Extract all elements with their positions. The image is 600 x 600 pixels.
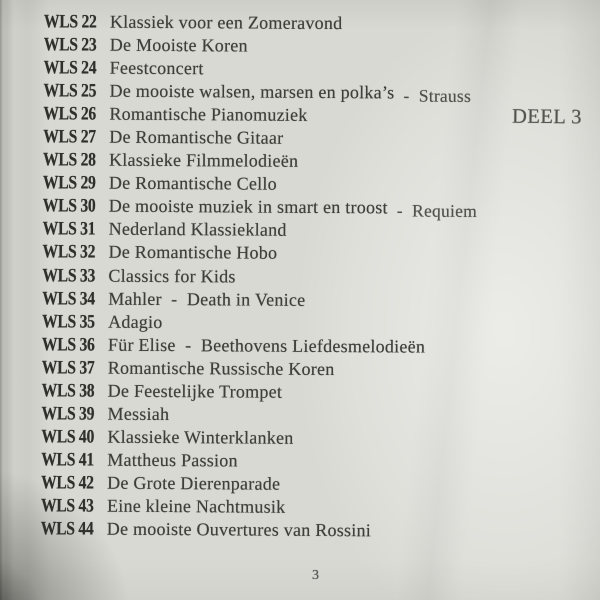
album-title: Klassiek voor een Zomeravond (109, 11, 343, 34)
wls-code: WLS 43 (40, 495, 94, 517)
album-title: De Mooiste Koren (109, 34, 248, 56)
wls-code-box (43, 80, 109, 102)
wls-code: WLS 38 (41, 380, 95, 402)
album-title: Romantische Russische Koren (107, 357, 335, 379)
album-title: Classics for Kids (108, 265, 236, 286)
album-title: De Romantische Cello (108, 172, 277, 195)
wls-code: WLS 35 (42, 310, 95, 333)
wls-code-box (42, 357, 108, 379)
album-title: De Romantische Hobo (108, 242, 278, 264)
album-title: De mooiste walsen, marsen en polka’s (109, 80, 395, 103)
wls-code: WLS 31 (42, 218, 96, 241)
wls-code-box (43, 103, 109, 125)
wls-code: WLS 34 (42, 287, 95, 310)
wls-code-box (42, 380, 108, 402)
album-title: Mahler - Death in Venice (108, 288, 306, 310)
album-title: De Grote Dierenparade (107, 472, 281, 494)
album-title: Für Elise - Beethovens Liefdesmelodieën (107, 334, 426, 357)
album-title: De Romantische Gitaar (109, 126, 284, 148)
wls-code-box (41, 403, 107, 425)
album-title: De mooiste muziek in smart en troost (108, 196, 388, 218)
wls-list (0, 11, 600, 545)
album-title: Nederland Klassiekland (108, 219, 287, 241)
deel-label: DEEL 3 (511, 105, 583, 129)
album-title: Eine kleine Nachtmusik (106, 495, 286, 517)
album-title: Messiah (107, 403, 170, 424)
wls-code: WLS 30 (42, 195, 96, 217)
wls-code-box (42, 265, 108, 287)
wls-code-box (41, 495, 107, 517)
wls-code: WLS 41 (41, 449, 94, 471)
album-annotation: - Strauss (403, 85, 472, 107)
wls-code: WLS 37 (41, 356, 95, 379)
wls-code-box (42, 288, 108, 310)
page-number: 3 (312, 568, 319, 583)
wls-code: WLS 44 (40, 518, 94, 540)
wls-code: WLS 36 (41, 333, 95, 356)
list-item (0, 518, 597, 545)
wls-code-box (41, 449, 107, 471)
wls-code-box (41, 518, 107, 540)
wls-code: WLS 23 (43, 34, 97, 56)
wls-code: WLS 39 (41, 403, 95, 425)
album-title: Feestconcert (109, 57, 204, 79)
wls-code: WLS 22 (43, 11, 97, 33)
wls-code-box (41, 426, 107, 448)
wls-code-box (43, 219, 109, 241)
wls-code-box (44, 57, 110, 79)
wls-code-box (44, 11, 110, 33)
wls-code: WLS 26 (43, 103, 97, 125)
wls-code: WLS 28 (43, 149, 96, 171)
wls-code: WLS 29 (42, 172, 96, 194)
wls-code-box (43, 150, 109, 172)
wls-code: WLS 42 (41, 472, 94, 494)
wls-code-box (43, 173, 109, 195)
album-title: Adagio (108, 311, 163, 332)
wls-code-box (42, 334, 108, 356)
wls-code: WLS 27 (43, 126, 96, 148)
album-title: Romantische Pianomuziek (109, 103, 308, 126)
wls-code: WLS 24 (43, 57, 97, 79)
album-title: Mattheus Passion (107, 449, 238, 471)
wls-code-box (42, 242, 108, 264)
album-title: Klassieke Filmmelodieën (109, 149, 299, 172)
wls-code-box (41, 472, 107, 494)
wls-code: WLS 33 (42, 264, 96, 287)
wls-code: WLS 40 (41, 426, 95, 448)
wls-code-box (44, 34, 110, 56)
wls-code-box (42, 311, 108, 333)
wls-code-box (43, 127, 109, 149)
wls-code: WLS 25 (43, 80, 97, 102)
wls-code: WLS 32 (42, 241, 96, 264)
album-title: De mooiste Ouvertures van Rossini (106, 518, 372, 541)
album-title: De Feestelijke Trompet (107, 380, 283, 402)
album-title: Klassieke Winterklanken (107, 426, 294, 448)
album-annotation: - Requiem (396, 200, 478, 222)
wls-code-box (43, 196, 109, 218)
